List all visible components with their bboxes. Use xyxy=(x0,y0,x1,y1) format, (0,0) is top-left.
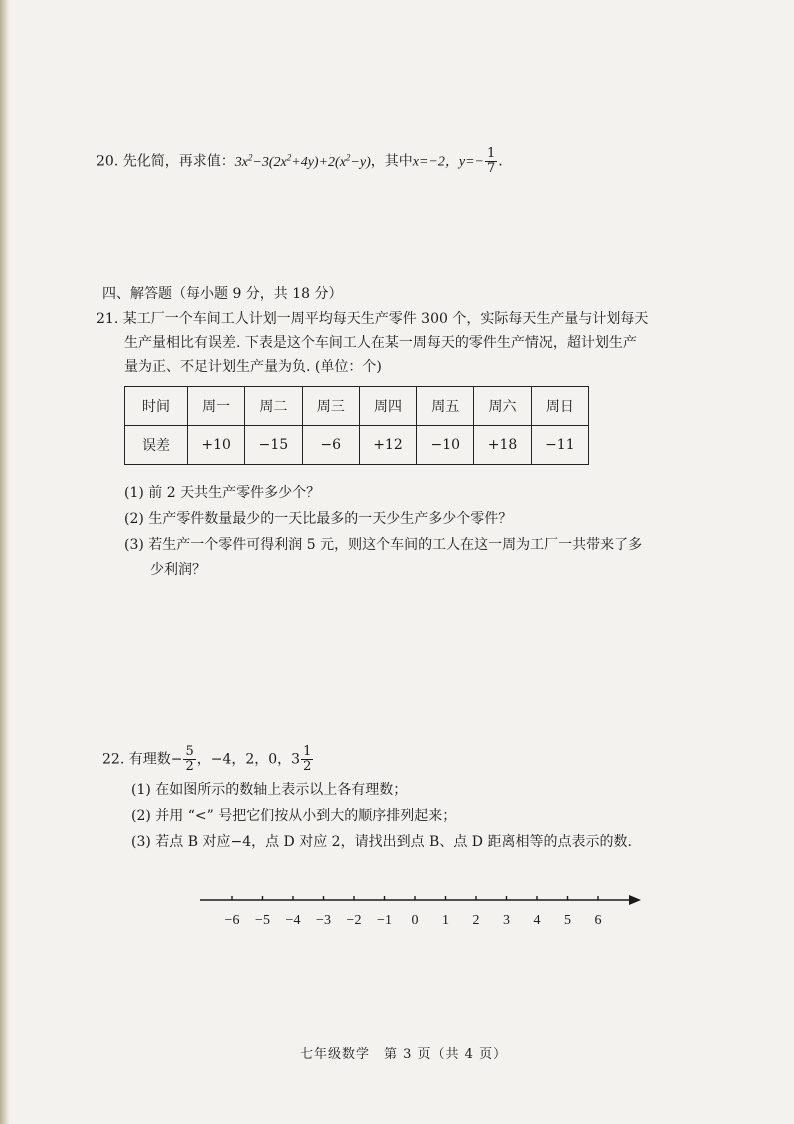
q20-expr-b: −3(2x xyxy=(252,154,287,170)
q20-expr-c: +4y)+2(x xyxy=(291,154,346,170)
table-cell-day: 周五 xyxy=(417,387,474,426)
q20-y-value: y=− xyxy=(458,154,484,170)
q22-frac2-den: 2 xyxy=(303,759,312,774)
q22-subquestion-3: (3) 若点 B 对应−4，点 D 对应 2，请找出到点 B、点 D 距离相等的点表示的数. xyxy=(131,834,632,850)
q22-fraction-2 xyxy=(301,745,313,774)
table-header-time: 时间 xyxy=(125,387,188,426)
q20-label: 20. 先化简，再求值： xyxy=(96,153,235,170)
q20-frac-den: 7 xyxy=(486,161,496,177)
table-cell-day: 周一 xyxy=(188,387,245,426)
table-cell-error: −6 xyxy=(302,426,359,465)
q21-subquestion-3: (3) 若生产一个零件可得利润 5 元，则这个车间的工人在这一周为工厂一共带来了多 xyxy=(124,537,643,553)
q20-frac-num: 1 xyxy=(486,146,496,162)
q20-fraction xyxy=(485,147,497,176)
scan-edge-shadow xyxy=(0,0,10,1124)
q22-frac1-num: 5 xyxy=(185,744,194,759)
q21-line-1: 21. 某工厂一个车间工人计划一周平均每天生产零件 300 个，实际每天生产量与计划每天 xyxy=(96,311,649,327)
table-cell-day: 周日 xyxy=(531,387,588,426)
number-line-label: 1 xyxy=(442,913,449,928)
q22-frac1-den: 2 xyxy=(185,759,194,774)
q20-expr-a: 3x xyxy=(234,154,248,170)
number-line-label: −5 xyxy=(255,913,270,928)
q21-line-3: 量为正、不足计划生产量为负. (单位：个) xyxy=(124,359,382,375)
q20-sup-a: 2 xyxy=(247,152,253,162)
q21-line-2: 生产量相比有误差. 下表是这个车间工人在某一周每天的零件生产情况，超计划生产 xyxy=(124,335,637,351)
question-20 xyxy=(96,146,503,176)
q21-subquestion-2: (2) 生产零件数量最少的一天比最多的一天少生产多少个零件？ xyxy=(124,511,513,527)
q20-sup-b: 2 xyxy=(286,152,292,162)
page-footer: 七年级数学 第 3 页（共 4 页） xyxy=(300,1047,508,1062)
q20-end: . xyxy=(498,153,503,170)
number-line-label: −1 xyxy=(377,913,392,928)
number-line-label: 2 xyxy=(472,913,480,928)
q22-subquestion-1: (1) 在如图所示的数轴上表示以上各有理数； xyxy=(131,782,408,798)
q20-x-value: x=−2， xyxy=(412,154,459,170)
number-line-label: −2 xyxy=(346,913,362,928)
number-line-label: 6 xyxy=(594,913,602,928)
q20-expr-d: −y) xyxy=(350,154,371,170)
table-cell-day: 周四 xyxy=(359,387,416,426)
q22-list: ，−4，2，0，3 xyxy=(196,751,301,768)
number-line-label: 5 xyxy=(564,913,571,928)
number-line-label: 0 xyxy=(411,913,419,928)
number-line-arrow-icon xyxy=(629,895,641,905)
q20-sup-c: 2 xyxy=(345,152,351,162)
table-row-errors xyxy=(125,426,589,465)
question-22 xyxy=(102,745,314,774)
q22-fraction-1 xyxy=(183,745,195,774)
number-line xyxy=(195,888,645,938)
number-line-label: 3 xyxy=(503,913,510,928)
table-cell-error: −11 xyxy=(531,426,588,465)
table-cell-error: +18 xyxy=(474,426,531,465)
q22-frac2-num: 1 xyxy=(303,744,312,759)
q22-subquestion-2: (2) 并用 “<” 号把它们按从小到大的顺序排列起来； xyxy=(131,808,457,824)
table-header-error: 误差 xyxy=(125,426,188,465)
table-cell-day: 周三 xyxy=(302,387,359,426)
q21-subquestion-3-cont: 少利润？ xyxy=(150,562,206,578)
q21-subquestion-1: (1) 前 2 天共生产零件多少个？ xyxy=(124,485,321,501)
table-cell-day: 周六 xyxy=(474,387,531,426)
table-cell-error: +12 xyxy=(359,426,416,465)
q22-label: 22. 有理数− xyxy=(102,751,183,768)
number-line-label: −6 xyxy=(224,913,240,928)
q20-where: ，其中 xyxy=(370,153,413,170)
production-error-table xyxy=(124,386,589,465)
q20-expression xyxy=(234,152,371,170)
number-line-label: −4 xyxy=(285,913,301,928)
number-line-label: 4 xyxy=(533,913,541,928)
table-cell-error: +10 xyxy=(188,426,245,465)
number-line-label: −3 xyxy=(316,913,331,928)
section-4-heading: 四、解答题（每小题 9 分，共 18 分） xyxy=(102,286,343,302)
table-cell-error: −15 xyxy=(245,426,302,465)
table-row-days xyxy=(125,387,589,426)
table-cell-error: −10 xyxy=(417,426,474,465)
table-cell-day: 周二 xyxy=(245,387,302,426)
